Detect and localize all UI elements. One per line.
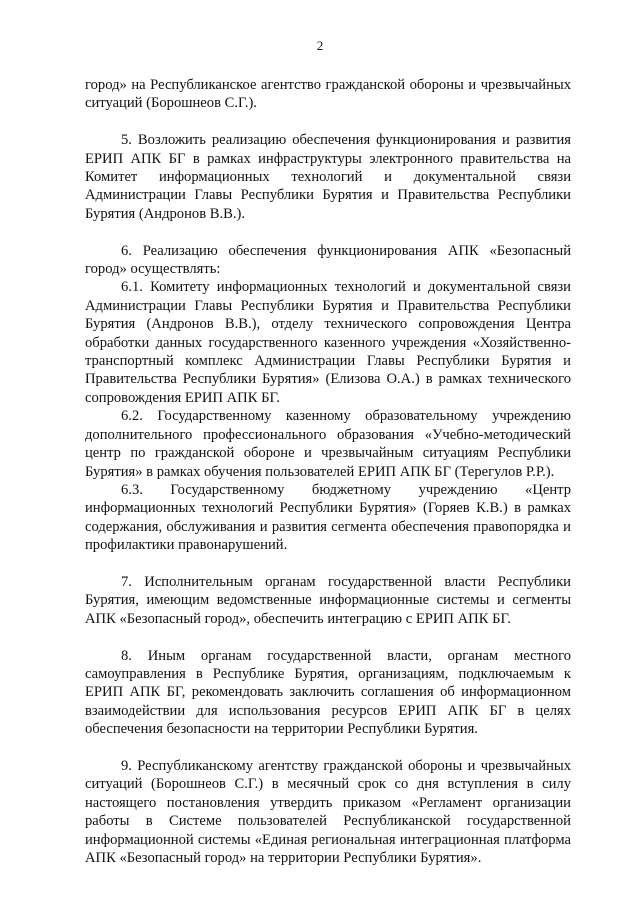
paragraph-9: 9. Республиканскому агентству гражданской обороны и чрезвычайных ситуаций (Борошнеов С.Г.) в месячный срок со дня вступления в силу настоящего постановления утвердить приказом «Регламент организации работы в Системе пользователей Республиканской государственной информационной системы «Единая региональная интеграционная платформа АПК «Безопасный город» на территории Республики Бурятия». [85, 757, 571, 866]
document-body [85, 76, 571, 867]
paragraph-continuation: город» на Республиканское агентство гражданской обороны и чрезвычайных ситуаций (Борошнеов С.Г.). [85, 77, 571, 112]
paragraph-6-2: 6.2. Государственному казенному образовательному учреждению дополнительного профессионального образования «Учебно-методический центр по гражданской обороне и чрезвычайным ситуациям Республики Бурятия» в рамках обучения пользователей ЕРИП АПК БГ (Терегулов Р.Р.). [85, 408, 571, 480]
paragraph-6-3: 6.3. Государственному бюджетному учреждению «Центр информационных технологий Республики Бурятия» (Горяев К.В.) в рамках содержания, обслуживания и развития сегмента обеспечения правопорядка и профилактики правонарушений. [85, 481, 571, 554]
paragraph-6-1: 6.1. Комитету информационных технологий и документальной связи Администрации Главы Республики Бурятия и Правительства Республики Бурятия (Андронов В.В.), отделу технического сопровождения Центра обработки данных государственного казенного учреждения «Хозяйственно-транспортный комплекс Администрации Главы Республики Бурятия и Правительства Республики Бурятия» (Елизова О.А.) в рамках технического сопровождения ЕРИП АПК БГ. [85, 279, 571, 406]
paragraph-5: 5. Возложить реализацию обеспечения функционирования и развития ЕРИП АПК БГ в рамках инфраструктуры электронного правительства на Комитет информационных технологий и документальной связи Администрации Главы Республики Бурятия и Правительства Республики Бурятия (Андронов В.В.). [85, 132, 571, 222]
page-number: 2 [316, 38, 324, 53]
paragraph-7: 7. Исполнительным органам государственной власти Республики Бурятия, имеющим ведомственные информационные системы и сегменты АПК «Безопасный город», обеспечить интеграцию с ЕРИП АПК БГ. [85, 573, 571, 627]
paragraph-6: 6. Реализацию обеспечения функционирования АПК «Безопасный город» осуществлять: [85, 242, 571, 278]
paragraph-8: 8. Иным органам государственной власти, органам местного самоуправления в Республике Бурятия, организациям, подключаемым к ЕРИП АПК БГ, рекомендовать заключить соглашения об информационном взаимодействии для использования ресурсов ЕРИП АПК БГ в целях обеспечения безопасности на территории Республики Бурятия. [85, 647, 571, 738]
